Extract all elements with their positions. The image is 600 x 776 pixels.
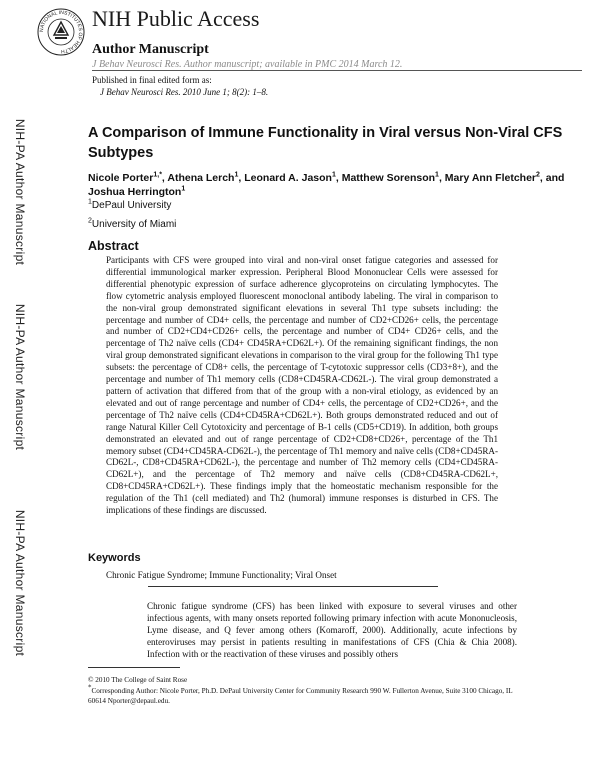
keywords-text: Chronic Fatigue Syndrome; Immune Functionality; Viral Onset (106, 570, 337, 580)
svg-text:NATIONAL INSTITUTES OF HEALTH: NATIONAL INSTITUTES OF HEALTH (38, 9, 84, 55)
affiliation-2: $^2$University of Miami (88, 217, 177, 230)
author: Joshua Herrington (88, 186, 182, 198)
intro-paragraph: Chronic fatigue syndrome (CFS) has been linked with exposure to several viruses and other infectious agents, with many onsets reported following primary infection with acute Mononucleosis, Lyme disease, and Q fever among others (Komaroff, 2000). Additionally, acute infections by enteroviruses may persist in patients resulting in manifestations of CFS (Chia & Chia 2008). Infection with or the reactivation of these viruses and possibly others (147, 601, 517, 659)
keywords-heading: Keywords (88, 552, 141, 564)
header-subtitle: Author Manuscript (92, 42, 209, 57)
affiliation-1: $^1$DePaul University (88, 198, 172, 211)
author: Athena Lerch (167, 172, 235, 184)
abstract-text: Participants with CFS were grouped into viral and non-viral onset fatigue categories and assessed for differential immunological marker expression. Peripheral Blood Mononuclear Cells were assessed for differential phenotypic expression of surface adherence glycoproteins on circulating lymphocytes. The flow cytometric analysis employed fluorescent monoclonal antibody labeling. The viral in comparison to the non-viral group demonstrated significant elevations in several Th1 type subsets including: the percentage and number of CD4+ cells, the percentage and number of CD2+CD26+ cells, the percentage and number of CD2+CD4+CD26+ cells, the percentage and number of CD4+ CD26+ cells, and the percentage of Th2 naïve cells (CD4+ CD45RA+CD62L+). Of the remaining significant findings, the non viral group demonstrated significant elevations in comparison to the viral group for the following Th1 type subsets: the percentage of CD8+ cells, the percentage of T-cytotoxic suppressor cells (CD3+8+), and the percentage and number of Th1 memory cells (CD8+CD45RA-CD62L-). The viral group demonstrated a pattern of activation that differed from that of the group with a non-viral etiology, as evidenced by an elevated and out of range percentage and number of CD4+ cells, the percentage of CD2+CD26+, and the percentage of Th2 naïve cells (CD4+CD45RA+CD62L+). Both groups demonstrated reduced and out of range Natural Killer Cell Cytotoxicity and percentage of B-1 cells (CD5+CD19). In addition, both groups demonstrated an elevated and out of range percentage of CD2+CD8+CD26+, percentage of the Th1 memory subset (CD4+CD45RA-CD62L-), the percentage of Th1 memory and naïve cells (CD8+CD45RA-CD62L-, CD8+CD45RA+CD62L-), the percentage and number of Th2 memory cells (CD4+CD45RA-CD62L+), and the percentage of Th2 memory and naïve cells (CD8+CD45RA-CD62L+, CD8+CD45RA+CD62L+). These findings imply that the homeostatic mechanism responsible for the regulation of the Th1 (cell mediated) and Th2 (humoral) immune responses is disturbed in CFS. The implications of these findings are discussed. (106, 255, 498, 516)
side-label-1: NIH-PA Author Manuscript (13, 118, 27, 266)
side-label-2: NIH-PA Author Manuscript (13, 303, 27, 451)
copyright-note: © 2010 The College of Saint Rose (88, 676, 188, 684)
author: Nicole Porter (88, 172, 154, 184)
publication-line1: Published in final edited form as: (92, 75, 212, 85)
abstract-heading: Abstract (88, 239, 139, 253)
section-divider (148, 586, 438, 587)
corresponding-author-note: *Corresponding Author: Nicole Porter, Ph.D. DePaul University Center for Community Research 990 W. Fullerton Avenue, Suite 3100 Chicago, IL 60614 Nporter@depaul.edu. (88, 683, 513, 705)
header-citation: J Behav Neurosci Res. Author manuscript; available in PMC 2014 March 12. (92, 59, 403, 70)
author: Leonard A. Jason (244, 172, 332, 184)
author-list: Nicole Porter$^{1,*}$, Athena Lerch$^1$, Leonard A. Jason$^1$, Matthew Sorenson$^1$, Mary Ann Fletcher$^2$, and Joshua Herrington$^1$ (88, 171, 565, 198)
side-label-3: NIH-PA Author Manuscript (13, 509, 27, 657)
publication-info (92, 74, 268, 98)
footnote-divider (88, 667, 180, 668)
author: Matthew Sorenson (341, 172, 436, 184)
author: Mary Ann Fletcher (444, 172, 537, 184)
article-title: A Comparison of Immune Functionality in Viral versus Non-Viral CFS Subtypes (88, 125, 563, 161)
publication-line2: J Behav Neurosci Res. 2010 June 1; 8(2): 1–8. (100, 87, 269, 97)
header-title: NIH Public Access (92, 6, 260, 31)
header-divider (92, 70, 582, 71)
nih-seal-logo (37, 8, 85, 56)
